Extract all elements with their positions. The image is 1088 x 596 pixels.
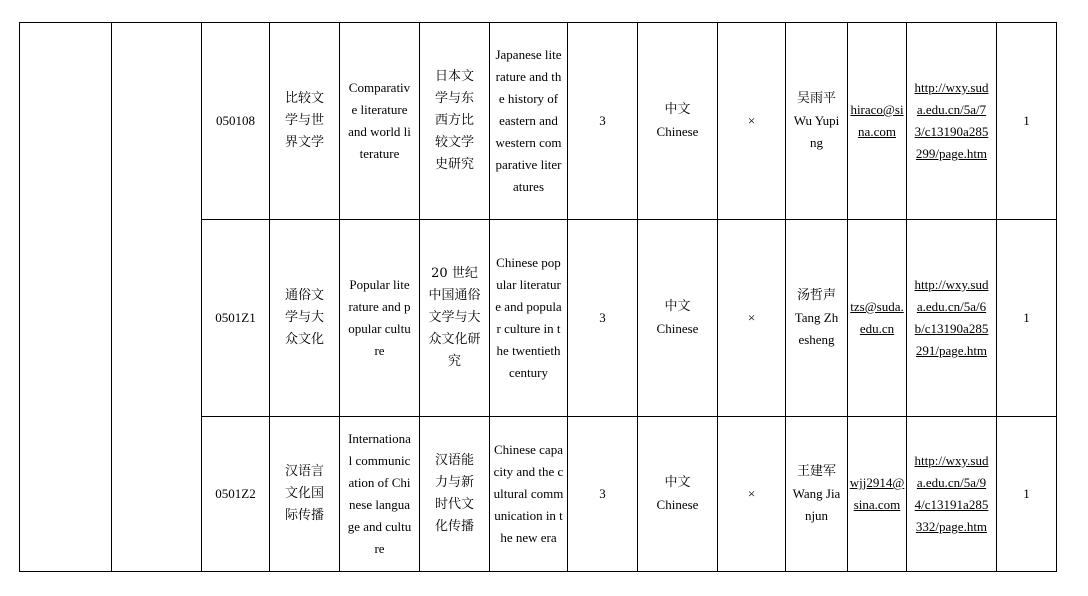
supervisor-email[interactable] <box>848 220 907 417</box>
enrollment-count: 3 <box>568 417 638 572</box>
cross-mark: × <box>718 417 786 572</box>
teaching-language <box>638 220 718 417</box>
program-name-en-text: International communication of Chinese language and culture <box>347 431 412 556</box>
homepage-link[interactable]: http://wxy.suda.edu.cn/5a/94/c13191a285332/page.htm <box>914 453 989 534</box>
teaching-language <box>638 23 718 220</box>
teaching-language <box>638 417 718 572</box>
blank-cell-2 <box>112 23 202 572</box>
table-row <box>20 23 1057 220</box>
supervisor-email[interactable] <box>848 417 907 572</box>
research-direction-cn-text: 汉语能力与新时代文化传播 <box>434 453 474 534</box>
last-column-value: 1 <box>997 220 1057 417</box>
cross-mark: × <box>718 23 786 220</box>
program-name-cn-text: 比较文学与世界文学 <box>284 91 324 150</box>
cross-mark: × <box>718 220 786 417</box>
research-direction-cn <box>420 417 490 572</box>
program-code: 0501Z1 <box>202 220 270 417</box>
language-en: Chinese <box>656 124 699 139</box>
email-link[interactable]: tzs@suda.edu.cn <box>850 299 904 336</box>
program-name-cn-text: 汉语言文化国际传播 <box>284 464 324 523</box>
email-link[interactable]: hiraco@sina.com <box>850 102 904 139</box>
supervisor-cn: 吴雨平 <box>796 91 836 106</box>
research-direction-cn-text: 日本文学与东西方比较文学史研究 <box>434 69 474 172</box>
program-name-cn <box>270 220 340 417</box>
supervisor-en: Wang Jianjun <box>792 486 841 523</box>
program-code: 050108 <box>202 23 270 220</box>
program-name-cn <box>270 23 340 220</box>
program-table <box>19 22 1057 572</box>
enrollment-count: 3 <box>568 23 638 220</box>
blank-cell-1 <box>20 23 112 572</box>
research-direction-en <box>490 220 568 417</box>
program-name-en <box>340 23 420 220</box>
homepage-link[interactable]: http://wxy.suda.edu.cn/5a/73/c13190a285299/page.htm <box>914 80 989 161</box>
supervisor-cn: 汤哲声 <box>796 288 836 303</box>
language-en: Chinese <box>656 321 699 336</box>
supervisor-en: Tang Zhesheng <box>794 310 839 347</box>
language-en: Chinese <box>656 497 699 512</box>
homepage-link[interactable]: http://wxy.suda.edu.cn/5a/6b/c13190a285291/page.htm <box>914 277 989 358</box>
enrollment-count: 3 <box>568 220 638 417</box>
last-column-value: 1 <box>997 417 1057 572</box>
research-direction-en-text: Chinese capacity and the cultural communication in the new era <box>493 442 564 545</box>
research-direction-en <box>490 23 568 220</box>
program-name-cn-text: 通俗文学与大众文化 <box>284 288 324 347</box>
research-direction-en-text: Japanese literature and the history of eastern and western comparative literatures <box>495 47 562 194</box>
program-code: 0501Z2 <box>202 417 270 572</box>
supervisor-homepage[interactable] <box>907 417 997 572</box>
supervisor <box>786 220 848 417</box>
language-cn: 中文 <box>664 102 691 117</box>
research-direction-cn <box>420 220 490 417</box>
email-link[interactable]: wjj2914@sina.com <box>849 475 905 512</box>
last-column-value: 1 <box>997 23 1057 220</box>
supervisor-homepage[interactable] <box>907 23 997 220</box>
supervisor-en: Wu Yuping <box>793 113 840 150</box>
research-direction-cn-text: 20 世纪中国通俗文学与大众文化研究 <box>428 266 481 369</box>
supervisor-cn: 王建军 <box>796 464 836 479</box>
language-cn: 中文 <box>664 475 691 490</box>
program-name-en-text: Comparative literature and world literature <box>348 80 411 161</box>
program-name-en <box>340 220 420 417</box>
research-direction-en <box>490 417 568 572</box>
program-name-en-text: Popular literature and popular culture <box>348 277 411 358</box>
supervisor <box>786 417 848 572</box>
research-direction-cn <box>420 23 490 220</box>
research-direction-en-text: Chinese popular literature and popular culture in the twentieth century <box>495 255 562 380</box>
supervisor <box>786 23 848 220</box>
supervisor-homepage[interactable] <box>907 220 997 417</box>
supervisor-email[interactable] <box>848 23 907 220</box>
program-name-cn <box>270 417 340 572</box>
language-cn: 中文 <box>664 299 691 314</box>
program-name-en <box>340 417 420 572</box>
